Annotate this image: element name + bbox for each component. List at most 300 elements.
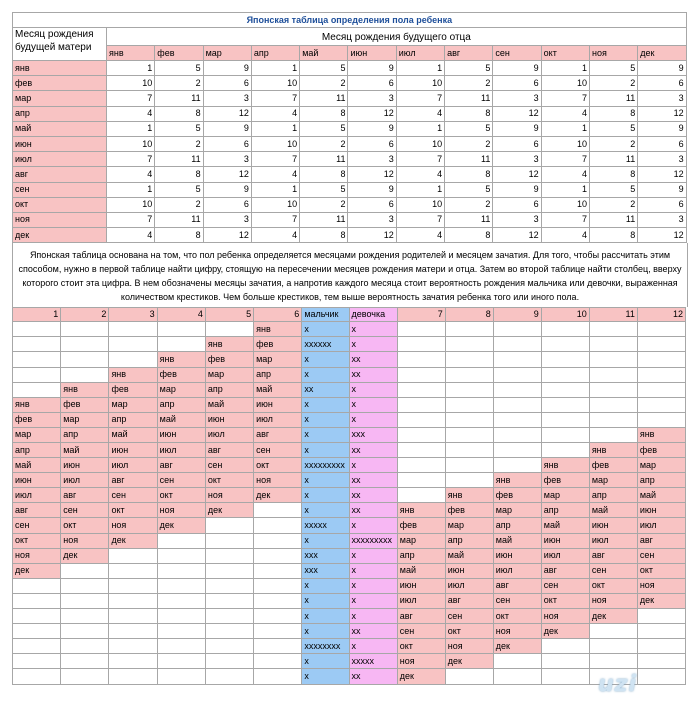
month-cell	[589, 367, 637, 382]
table-cell: 3	[348, 91, 396, 106]
month-cell: окт	[157, 488, 205, 503]
month-cell: апр	[13, 443, 61, 458]
month-cell: май	[157, 412, 205, 427]
table-cell: 2	[445, 197, 493, 212]
table-cell: 2	[155, 136, 203, 151]
mother-month-label: Месяц рождения будущей матери	[13, 28, 107, 61]
table-cell: 12	[203, 106, 251, 121]
boy-cell: x	[302, 578, 349, 593]
table-cell: 10	[251, 76, 299, 91]
table-cell: 6	[493, 136, 541, 151]
month-cell	[493, 367, 541, 382]
girl-cell: xx	[349, 624, 397, 639]
table-row	[13, 212, 687, 227]
number-header: 10	[541, 308, 589, 322]
father-month-header: июл	[396, 46, 444, 61]
month-cell: дек	[589, 609, 637, 624]
table-cell: 10	[107, 76, 155, 91]
month-cell	[254, 654, 302, 669]
month-cell	[397, 382, 445, 397]
month-cell	[493, 322, 541, 337]
month-cell: янв	[397, 503, 445, 518]
mother-month-header: июл	[13, 152, 107, 167]
table-cell: 2	[445, 136, 493, 151]
month-cell	[397, 352, 445, 367]
month-cell	[493, 382, 541, 397]
table-cell: 3	[638, 152, 686, 167]
table-cell: 7	[396, 91, 444, 106]
table-cell: 4	[541, 167, 589, 182]
month-cell	[637, 382, 685, 397]
table-row	[13, 609, 686, 624]
month-cell	[205, 578, 253, 593]
number-header: 1	[13, 308, 61, 322]
month-cell	[157, 533, 205, 548]
table-cell: 8	[155, 106, 203, 121]
girl-cell: xx	[349, 352, 397, 367]
month-cell	[589, 654, 637, 669]
girl-cell: x	[349, 397, 397, 412]
table-cell: 1	[107, 182, 155, 197]
mother-month-header: фев	[13, 76, 107, 91]
table-cell: 3	[203, 152, 251, 167]
table-cell: 10	[107, 136, 155, 151]
table-cell: 7	[107, 212, 155, 227]
mother-month-header: окт	[13, 197, 107, 212]
boy-cell: x	[302, 669, 349, 684]
table-cell: 12	[638, 106, 686, 121]
table-cell: 3	[348, 212, 396, 227]
month-cell	[254, 624, 302, 639]
table-cell: 7	[541, 152, 589, 167]
month-cell	[61, 624, 109, 639]
boy-cell: xxx	[302, 563, 349, 578]
month-cell	[541, 382, 589, 397]
table-row	[13, 458, 686, 473]
table-row	[13, 412, 686, 427]
girl-cell: x	[349, 593, 397, 608]
month-cell: окт	[637, 563, 685, 578]
month-cell: янв	[205, 337, 253, 352]
table-cell: 11	[589, 152, 637, 167]
month-cell	[589, 322, 637, 337]
month-cell: сен	[205, 458, 253, 473]
month-cell: авг	[445, 593, 493, 608]
month-cell	[205, 639, 253, 654]
month-cell: июн	[109, 443, 157, 458]
table-cell: 3	[203, 212, 251, 227]
month-cell: май	[205, 397, 253, 412]
table-cell: 8	[300, 167, 348, 182]
month-cell	[109, 609, 157, 624]
month-cell	[493, 669, 541, 684]
month-cell: сен	[109, 488, 157, 503]
month-cell	[493, 458, 541, 473]
month-cell	[109, 337, 157, 352]
month-cell: июл	[61, 473, 109, 488]
table-cell: 7	[541, 91, 589, 106]
table-cell: 7	[396, 152, 444, 167]
month-cell: фев	[589, 458, 637, 473]
month-cell: май	[397, 563, 445, 578]
month-cell: фев	[157, 367, 205, 382]
girl-cell: x	[349, 548, 397, 563]
table-row	[13, 624, 686, 639]
month-cell	[205, 624, 253, 639]
month-cell: сен	[541, 578, 589, 593]
month-cell	[109, 548, 157, 563]
table-cell: 6	[348, 136, 396, 151]
table-row	[13, 669, 686, 684]
month-cell: июл	[589, 533, 637, 548]
month-cell: июн	[157, 427, 205, 442]
table-cell: 8	[155, 228, 203, 243]
table-row	[13, 563, 686, 578]
month-cell: апр	[397, 548, 445, 563]
table-cell: 4	[541, 106, 589, 121]
month-cell: ноя	[493, 624, 541, 639]
month-cell	[541, 397, 589, 412]
father-month-header: май	[300, 46, 348, 61]
month-cell	[637, 337, 685, 352]
table-row	[13, 518, 686, 533]
table-cell: 5	[155, 61, 203, 76]
month-cell	[397, 427, 445, 442]
table-cell: 8	[300, 106, 348, 121]
boy-cell: xxx	[302, 548, 349, 563]
month-cell	[61, 609, 109, 624]
table-cell: 5	[589, 182, 637, 197]
month-cell	[61, 639, 109, 654]
month-cell	[397, 458, 445, 473]
table-cell: 4	[251, 106, 299, 121]
month-cell: май	[541, 518, 589, 533]
girl-cell: xxxxx	[349, 654, 397, 669]
table-cell: 9	[638, 182, 686, 197]
table-cell: 3	[493, 91, 541, 106]
month-cell	[13, 639, 61, 654]
number-header: 11	[589, 308, 637, 322]
table-cell: 11	[155, 212, 203, 227]
father-month-header: июн	[348, 46, 396, 61]
month-cell: сен	[157, 473, 205, 488]
month-cell: июл	[541, 548, 589, 563]
month-cell	[637, 397, 685, 412]
table-cell: 10	[396, 136, 444, 151]
month-cell	[157, 593, 205, 608]
girl-cell: x	[349, 322, 397, 337]
month-cell	[109, 563, 157, 578]
boy-cell: x	[302, 412, 349, 427]
month-cell: июн	[13, 473, 61, 488]
month-cell: авг	[541, 563, 589, 578]
month-cell	[254, 533, 302, 548]
table-cell: 4	[541, 228, 589, 243]
table-cell: 9	[203, 121, 251, 136]
table-cell: 11	[155, 152, 203, 167]
table-cell: 2	[300, 76, 348, 91]
month-cell: окт	[445, 624, 493, 639]
table-cell: 5	[445, 182, 493, 197]
father-month-header: дек	[638, 46, 686, 61]
table-row	[13, 427, 686, 442]
girl-header: девочка	[349, 308, 397, 322]
mother-month-header: мар	[13, 91, 107, 106]
table-cell: 5	[300, 61, 348, 76]
month-cell	[157, 578, 205, 593]
month-cell	[493, 397, 541, 412]
month-cell	[445, 382, 493, 397]
month-cell: май	[445, 548, 493, 563]
month-cell	[397, 322, 445, 337]
table-cell: 11	[589, 91, 637, 106]
month-cell	[13, 593, 61, 608]
table-cell: 1	[396, 182, 444, 197]
table-cell: 9	[348, 182, 396, 197]
table-cell: 1	[541, 121, 589, 136]
table-cell: 11	[300, 91, 348, 106]
month-cell: мар	[254, 352, 302, 367]
month-cell: мар	[205, 367, 253, 382]
table-cell: 10	[541, 197, 589, 212]
girl-cell: x	[349, 412, 397, 427]
table-cell: 2	[300, 197, 348, 212]
month-cell	[254, 563, 302, 578]
month-cell: авг	[109, 473, 157, 488]
month-cell	[109, 593, 157, 608]
month-cell: фев	[493, 488, 541, 503]
month-cell: апр	[493, 518, 541, 533]
table-cell: 11	[155, 91, 203, 106]
number-header: 2	[61, 308, 109, 322]
table-cell: 5	[155, 182, 203, 197]
table-cell: 9	[348, 121, 396, 136]
month-cell: июн	[637, 503, 685, 518]
table-row	[13, 337, 686, 352]
table-cell: 12	[638, 228, 686, 243]
month-cell	[13, 624, 61, 639]
month-cell	[637, 639, 685, 654]
month-cell	[445, 473, 493, 488]
month-cell	[254, 503, 302, 518]
table-row	[13, 533, 686, 548]
month-cell	[637, 654, 685, 669]
month-cell: янв	[109, 367, 157, 382]
month-cell	[493, 654, 541, 669]
month-cell	[205, 518, 253, 533]
boy-cell: x	[302, 473, 349, 488]
month-cell	[397, 412, 445, 427]
month-cell: июл	[13, 488, 61, 503]
table-row	[13, 593, 686, 608]
month-cell	[157, 624, 205, 639]
month-cell	[541, 337, 589, 352]
month-cell: авг	[61, 488, 109, 503]
table-cell: 8	[589, 167, 637, 182]
month-cell	[541, 669, 589, 684]
month-cell	[109, 669, 157, 684]
month-cell	[109, 352, 157, 367]
table-row	[13, 76, 687, 91]
table-cell: 4	[396, 167, 444, 182]
month-cell: май	[61, 443, 109, 458]
table-cell: 4	[251, 228, 299, 243]
month-cell	[589, 397, 637, 412]
month-cell: фев	[109, 382, 157, 397]
table-cell: 7	[541, 212, 589, 227]
table-cell: 8	[445, 228, 493, 243]
month-cell: сен	[445, 609, 493, 624]
number-header: 4	[157, 308, 205, 322]
month-cell	[541, 639, 589, 654]
boy-cell: xxxxx	[302, 518, 349, 533]
month-cell: окт	[254, 458, 302, 473]
number-header: 5	[205, 308, 253, 322]
table-cell: 6	[203, 76, 251, 91]
table-cell: 8	[155, 167, 203, 182]
boy-cell: x	[302, 503, 349, 518]
month-cell	[445, 427, 493, 442]
month-cell	[445, 337, 493, 352]
watermark-logo: uzi	[598, 672, 638, 697]
boy-cell: xxxxxx	[302, 337, 349, 352]
month-cell: ноя	[205, 488, 253, 503]
month-cell: июл	[397, 593, 445, 608]
girl-cell: x	[349, 578, 397, 593]
table-cell: 7	[251, 152, 299, 167]
month-cell	[637, 624, 685, 639]
month-cell: май	[13, 458, 61, 473]
month-cell	[254, 639, 302, 654]
month-cell: дек	[397, 669, 445, 684]
table-cell: 5	[445, 61, 493, 76]
month-cell	[445, 397, 493, 412]
table-cell: 1	[251, 121, 299, 136]
month-cell: окт	[109, 503, 157, 518]
table-cell: 12	[348, 228, 396, 243]
table-cell: 5	[589, 61, 637, 76]
table-cell: 5	[300, 182, 348, 197]
table-cell: 1	[107, 61, 155, 76]
table-row	[13, 91, 687, 106]
boy-cell: x	[302, 443, 349, 458]
month-cell: ноя	[109, 518, 157, 533]
father-month-header: авг	[445, 46, 493, 61]
month-cell	[61, 367, 109, 382]
table-cell: 6	[638, 76, 686, 91]
month-cell	[13, 654, 61, 669]
month-cell: июн	[205, 412, 253, 427]
month-cell: июл	[493, 563, 541, 578]
table-cell: 2	[155, 197, 203, 212]
month-cell: дек	[254, 488, 302, 503]
month-cell: мар	[541, 488, 589, 503]
month-cell: окт	[61, 518, 109, 533]
month-cell	[61, 322, 109, 337]
girl-cell: x	[349, 337, 397, 352]
month-cell	[205, 563, 253, 578]
month-cell: апр	[61, 427, 109, 442]
girl-cell: xx	[349, 473, 397, 488]
month-cell: авг	[157, 458, 205, 473]
month-cell: окт	[13, 533, 61, 548]
month-cell	[157, 563, 205, 578]
table-cell: 8	[300, 228, 348, 243]
month-cell	[157, 322, 205, 337]
month-cell: фев	[254, 337, 302, 352]
month-cell	[109, 624, 157, 639]
girl-cell: x	[349, 609, 397, 624]
boy-cell: x	[302, 367, 349, 382]
boy-cell: x	[302, 593, 349, 608]
month-cell	[109, 639, 157, 654]
month-cell: май	[254, 382, 302, 397]
month-cell	[157, 337, 205, 352]
conception-header-row	[13, 308, 686, 322]
boy-cell: x	[302, 322, 349, 337]
month-cell	[637, 367, 685, 382]
month-cell: ноя	[61, 533, 109, 548]
month-cell	[445, 443, 493, 458]
girl-cell: xxxxxxxxx	[349, 533, 397, 548]
month-cell	[254, 669, 302, 684]
table-cell: 6	[638, 136, 686, 151]
month-cell: авг	[397, 609, 445, 624]
month-cell: сен	[397, 624, 445, 639]
month-cell	[445, 669, 493, 684]
table-cell: 5	[155, 121, 203, 136]
month-cell: мар	[397, 533, 445, 548]
boy-cell: x	[302, 654, 349, 669]
table-cell: 8	[445, 167, 493, 182]
table-cell: 10	[107, 197, 155, 212]
father-month-header: окт	[541, 46, 589, 61]
month-cell	[541, 412, 589, 427]
table-row	[13, 352, 686, 367]
table-row	[13, 167, 687, 182]
month-cell: май	[589, 503, 637, 518]
month-cell: май	[493, 533, 541, 548]
month-cell	[397, 473, 445, 488]
month-cell: авг	[493, 578, 541, 593]
father-month-header: фев	[155, 46, 203, 61]
father-month-header: янв	[107, 46, 155, 61]
table-cell: 3	[203, 91, 251, 106]
month-cell: окт	[205, 473, 253, 488]
month-cell: дек	[109, 533, 157, 548]
month-cell	[397, 488, 445, 503]
sheet	[12, 12, 686, 685]
month-cell	[637, 412, 685, 427]
month-cell: ноя	[541, 609, 589, 624]
month-cell	[589, 624, 637, 639]
table-cell: 10	[251, 136, 299, 151]
table-cell: 10	[541, 76, 589, 91]
month-cell	[254, 518, 302, 533]
month-cell: фев	[445, 503, 493, 518]
number-header: 3	[109, 308, 157, 322]
table-cell: 3	[638, 91, 686, 106]
month-cell: фев	[13, 412, 61, 427]
month-cell	[589, 427, 637, 442]
month-cell: апр	[109, 412, 157, 427]
month-cell: дек	[493, 639, 541, 654]
month-cell	[445, 412, 493, 427]
table-row	[13, 639, 686, 654]
table-row	[13, 197, 687, 212]
month-cell	[61, 337, 109, 352]
table-cell: 2	[155, 76, 203, 91]
